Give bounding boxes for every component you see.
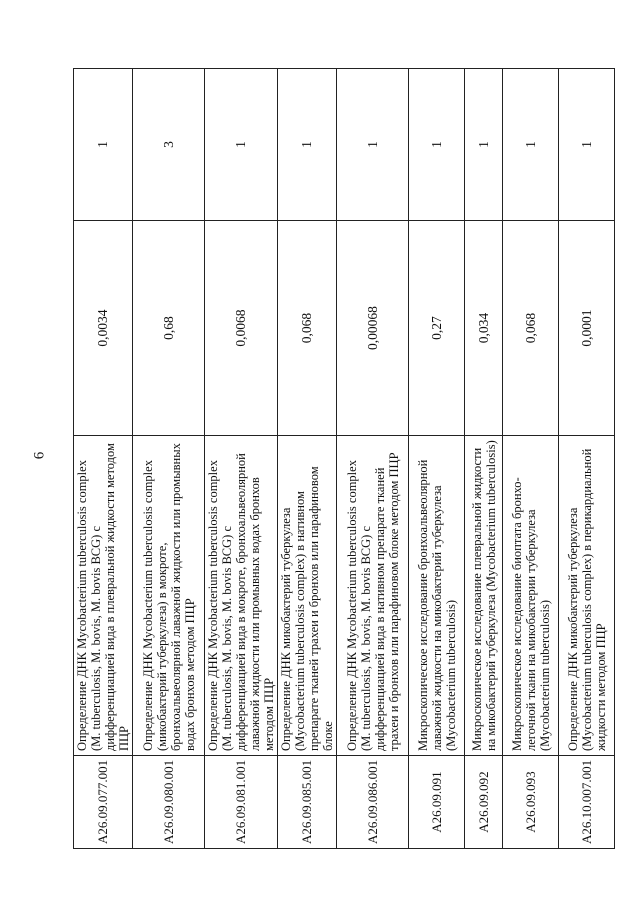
service-description: Микроскопическое исследование плевральной жидкости на микобактерий туберкулеза (Mycobacterium tuberculosis) [465,436,503,756]
multiplicity: 1 [74,69,133,221]
service-description: Определение ДНК Mycobacterium tuberculosis complex (M. tuberculosis, M. bovis, M. bovis BCG) с дифференциацией вида в нативном препарате тканей трахеи и бронхов или парафиновом блоке методом ПЦР [337,436,409,756]
frequency-coefficient: 0,00068 [337,221,409,436]
table-row [133,69,205,849]
frequency-coefficient: 0,0001 [559,221,615,436]
service-code: A26.09.081.001 [205,756,278,849]
frequency-coefficient: 0,27 [409,221,465,436]
service-code: A26.09.077.001 [74,756,133,849]
table-row [465,69,503,849]
service-code: A26.09.093 [503,756,559,849]
service-description: Определение ДНК микобактерий туберкулеза (Mycobacterium tuberculosis complex) в перикардиальной жидкости методом ПЦР [559,436,615,756]
frequency-coefficient: 0,68 [133,221,205,436]
multiplicity: 1 [465,69,503,221]
frequency-coefficient: 0,0068 [205,221,278,436]
table-row [205,69,278,849]
services-table-body [74,69,615,849]
services-table [73,68,615,849]
multiplicity: 1 [337,69,409,221]
frequency-coefficient: 0,034 [465,221,503,436]
service-description: Определение ДНК Mycobacterium tuberculosis complex (микобактерий туберкулеза) в мокроте, бронхоальвеолярной лаважной жидкости или промывных водах бронхов методом ПЦР [133,436,205,756]
frequency-coefficient: 0,068 [503,221,559,436]
table-row [278,69,337,849]
multiplicity: 1 [409,69,465,221]
multiplicity: 1 [278,69,337,221]
table-row [409,69,465,849]
service-code: A26.10.007.001 [559,756,615,849]
frequency-coefficient: 0,0034 [74,221,133,436]
service-description: Микроскопическое исследование бронхоальвеолярной лаважной жидкости на микобактерий туберкулеза (Mycobacterium tuberculosis) [409,436,465,756]
service-code: A26.09.092 [465,756,503,849]
multiplicity: 1 [559,69,615,221]
service-code: A26.09.086.001 [337,756,409,849]
table-row [74,69,133,849]
multiplicity: 3 [133,69,205,221]
table-row [337,69,409,849]
frequency-coefficient: 0,068 [278,221,337,436]
multiplicity: 1 [503,69,559,221]
service-code: A26.09.091 [409,756,465,849]
service-description: Определение ДНК Mycobacterium tuberculosis complex (M. tuberculosis, M. bovis, M. bovis BCG) с дифференциацией вида в плевральной жидкости методом ПЦР [74,436,133,756]
service-description: Определение ДНК микобактерий туберкулеза (Mycobacterium tuberculosis complex) в нативном препарате тканей трахеи и бронхов или парафиновом блоке [278,436,337,756]
service-description: Микроскопическое исследование биоптата бронхо-легочной ткани на микобактерии туберкулеза (Mycobacterium tuberculosis) [503,436,559,756]
table-row [503,69,559,849]
table-row [559,69,615,849]
page-number: 6 [31,451,48,460]
service-code: A26.09.085.001 [278,756,337,849]
multiplicity: 1 [205,69,278,221]
service-code: A26.09.080.001 [133,756,205,849]
rotated-table-container [73,69,610,849]
service-description: Определение ДНК Mycobacterium tuberculosis complex (M. tuberculosis, M. bovis, M. bovis BCG) с дифференциацией вида в мокроте, бронхоальвеолярной лаважной жидкости или промывных водах бронхов методом ПЦР [205,436,278,756]
